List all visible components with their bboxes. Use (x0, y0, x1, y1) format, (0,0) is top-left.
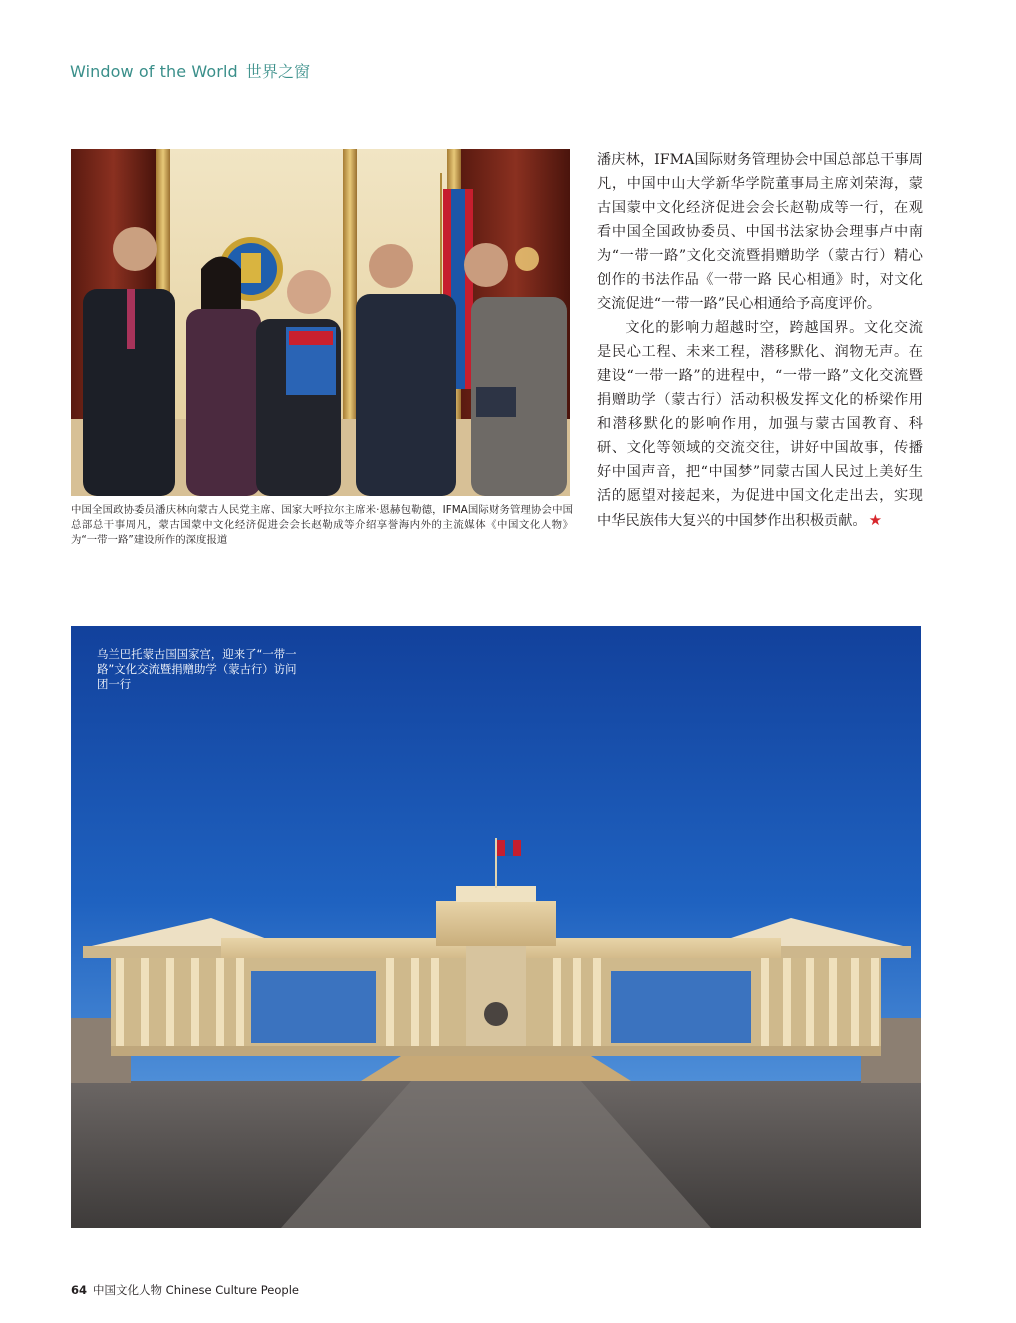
article-body (597, 148, 923, 533)
page-number: 64 (71, 1283, 88, 1297)
end-mark-star-icon: ★ (868, 511, 883, 529)
section-header (70, 59, 310, 82)
section-title-cn: 世界之窗 (245, 62, 311, 81)
meeting-photo (71, 149, 570, 496)
photo-caption-top: 中国全国政协委员潘庆林向蒙古人民党主席、国家大呼拉尔主席米·恩赫包勒德，IFMA国际财务管理协会中国总部总干事周凡，蒙古国蒙中文化经济促进会会长赵勒成等介绍享誉海内外的主流媒体《中国文化人物》为“一带一路”建设所作的深度报道 (71, 504, 573, 546)
government-palace-photo (71, 626, 921, 1228)
photo-caption-overlay: 乌兰巴托蒙古国国家宫，迎来了“一带一路”文化交流暨捐赠助学（蒙古行）访问团一行 (97, 647, 297, 691)
article-paragraph (597, 316, 923, 533)
section-title-en: Window of the World (70, 62, 238, 81)
page-footer (71, 1282, 299, 1298)
article-paragraph: 潘庆林，IFMA国际财务管理协会中国总部总干事周凡，中国中山大学新华学院董事局主席刘荣海，蒙古国蒙中文化经济促进会会长赵勒成等一行，在观看中国全国政协委员、中国书法家协会理事卢中南为“一带一路”文化交流暨捐赠助学（蒙古行）精心创作的书法作品《一带一路 民心相通》时，对文化交流促进“一带一路”民心相通给予高度评价。 (597, 152, 923, 312)
article-paragraph-text: 文化的影响力超越时空，跨越国界。文化交流是民心工程、未来工程，潜移默化、润物无声。在建设“一带一路”的进程中，“一带一路”文化交流暨捐赠助学（蒙古行）活动积极发挥文化的桥梁作用和潜移默化的影响作用，加强与蒙古国教育、科研、文化等领域的交流交往，讲好中国故事，传播好中国声音，把“中国梦”同蒙古国人民过上美好生活的愿望对接起来，为促进中国文化走出去，实现中华民族伟大复兴的中国梦作出积极贡献。 (597, 320, 923, 529)
publication-name: 中国文化人物 Chinese Culture People (93, 1283, 299, 1297)
